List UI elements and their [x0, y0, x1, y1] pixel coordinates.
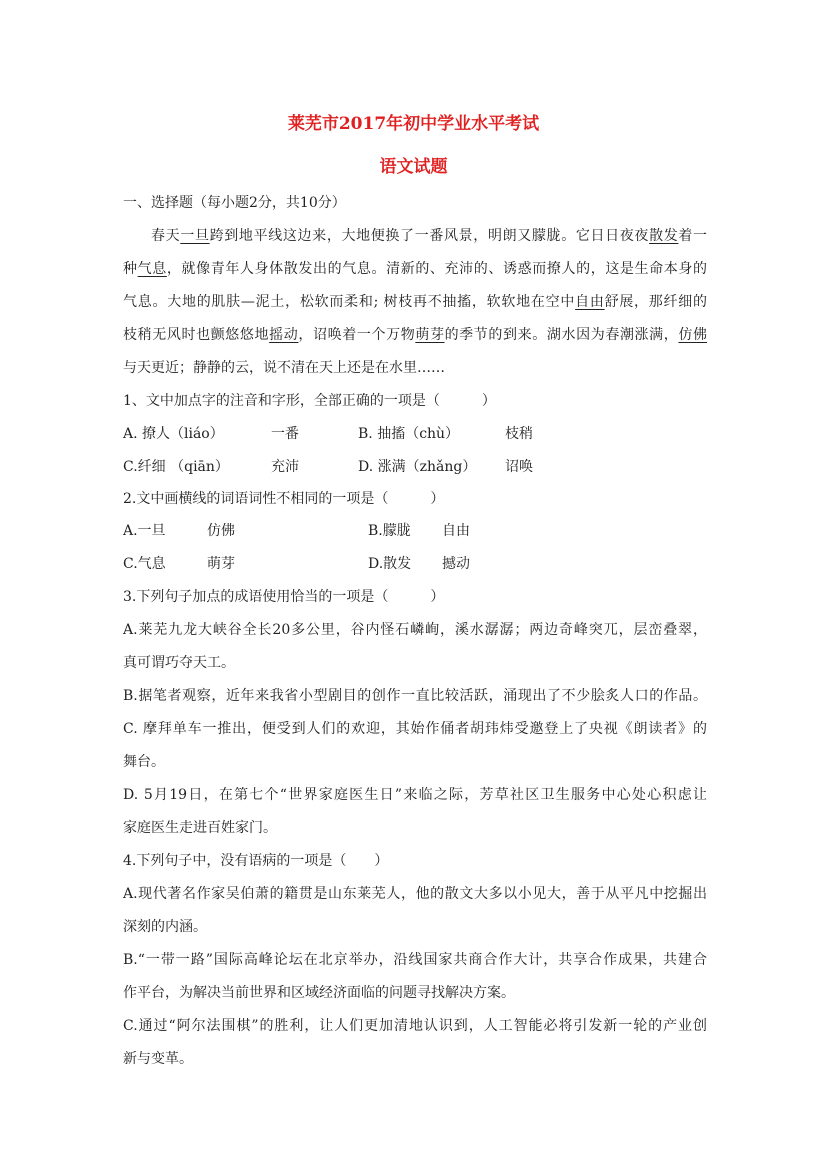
option-a: A.一旦 — [123, 523, 166, 539]
option-a: A. 撩人（liáo） — [123, 426, 224, 442]
question-3-option-a: A.莱芜九龙大峡谷全长20多公里，谷内怪石嶙峋，溪水潺潺；两边奇峰突兀，层峦叠翠， — [123, 622, 707, 638]
question-3-option-d: D. 5月19日，在第七个“世界家庭医生日”来临之际，芳草社区卫生服务中心处心积虑让 — [123, 787, 707, 803]
exam-subtitle: 语文试题 — [379, 157, 448, 177]
question-4-option-c: C.通过“阿尔法围棋”的胜利，让人们更加清地认识到，人工智能必将引发新一轮的产业创 — [123, 1018, 707, 1034]
passage-line-5: 与天更近；静静的云，说不清在天上还是在水里…… — [123, 360, 445, 376]
question-1-stem: 1、文中加点字的注音和字形，全部正确的一项是（ ） — [123, 393, 496, 409]
question-4-option-a: A.现代著名作家吴伯萧的籍贯是山东莱芜人，他的散文大多以小见大，善于从平凡中挖掘出 — [123, 886, 707, 902]
option-d-word: 诏唤 — [505, 459, 533, 475]
question-3-option-c-cont: 舞台。 — [123, 754, 165, 770]
exam-title: 莱芜市2017年初中学业水平考试 — [287, 114, 540, 134]
underlined-word: 摇动 — [269, 327, 299, 343]
question-4-option-a-cont: 深刻的内涵。 — [123, 919, 207, 935]
underlined-word: 自由 — [575, 294, 605, 310]
option-c-word: 萌芽 — [207, 556, 235, 572]
question-4-option-c-cont: 新与变革。 — [123, 1051, 193, 1067]
option-a-word: 一番 — [271, 426, 299, 442]
passage-line-3: 气息。大地的肌肤—泥土，松软而柔和; 树枝再不抽搐，软软地在空中自由舒展，那纤细的 — [123, 294, 708, 310]
underlined-word: 气息 — [137, 261, 167, 277]
option-b-word: 枝稍 — [505, 426, 533, 442]
passage-line-1: 春天一旦跨到地平线这边来，大地便换了一番风景，明朗又朦胧。它日日夜夜散发着一 — [151, 228, 708, 244]
underlined-word: 一旦 — [180, 228, 210, 244]
section-heading: 一、选择题（每小题2分，共10分） — [123, 195, 346, 211]
option-b-word: 自由 — [442, 523, 470, 539]
option-d: D.散发 — [368, 556, 412, 572]
option-c-word: 充沛 — [271, 459, 299, 475]
option-c: C.纤细 （qiān） — [123, 459, 229, 475]
question-4-stem: 4.下列句子中，没有语病的一项是（ ） — [123, 853, 389, 869]
question-2-stem: 2.文中画横线的词语词性不相同的一项是（ ） — [123, 491, 445, 507]
question-3-option-c: C. 摩拜单车一推出，便受到人们的欢迎，其始作俑者胡玮炜受邀登上了央视《朗读者》的 — [123, 721, 707, 737]
option-c: C.气息 — [123, 556, 166, 572]
option-d: D. 涨满（zhǎng） — [358, 459, 477, 475]
question-4-option-b-cont: 作平台，为解决当前世界和区域经济面临的问题寻找解决方案。 — [123, 985, 515, 1001]
question-4-option-b: B.“一带一路”国际高峰论坛在北京举办，沿线国家共商合作大计，共享合作成果，共建合 — [123, 952, 707, 968]
option-a-word: 仿佛 — [207, 523, 235, 539]
underlined-word: 仿佛 — [678, 327, 708, 343]
question-3-option-b: B.据笔者观察，近年来我省小型剧目的创作一直比较活跃，涌现出了不少脍炙人口的作品。 — [123, 688, 707, 704]
question-3-option-a-cont: 真可谓巧夺天工。 — [123, 655, 235, 671]
option-b: B. 抽搐（chù） — [358, 426, 460, 442]
question-3-stem: 3.下列句子加点的成语使用恰当的一项是（ ） — [123, 589, 445, 605]
option-d-word: 撼动 — [442, 556, 470, 572]
option-b: B.朦胧 — [368, 523, 411, 539]
underlined-word: 散发 — [649, 228, 679, 244]
passage-line-4: 枝稍无风时也颤悠悠地摇动，诏唤着一个万物萌芽的季节的到来。湖水因为春潮涨满，仿佛 — [123, 327, 708, 343]
underlined-word: 萌芽 — [415, 327, 445, 343]
question-3-option-d-cont: 家庭医生走进百姓家门。 — [123, 820, 277, 836]
passage-line-2: 种气息，就像青年人身体散发出的气息。清新的、充沛的、诱惑而撩人的，这是生命本身的 — [123, 261, 708, 277]
